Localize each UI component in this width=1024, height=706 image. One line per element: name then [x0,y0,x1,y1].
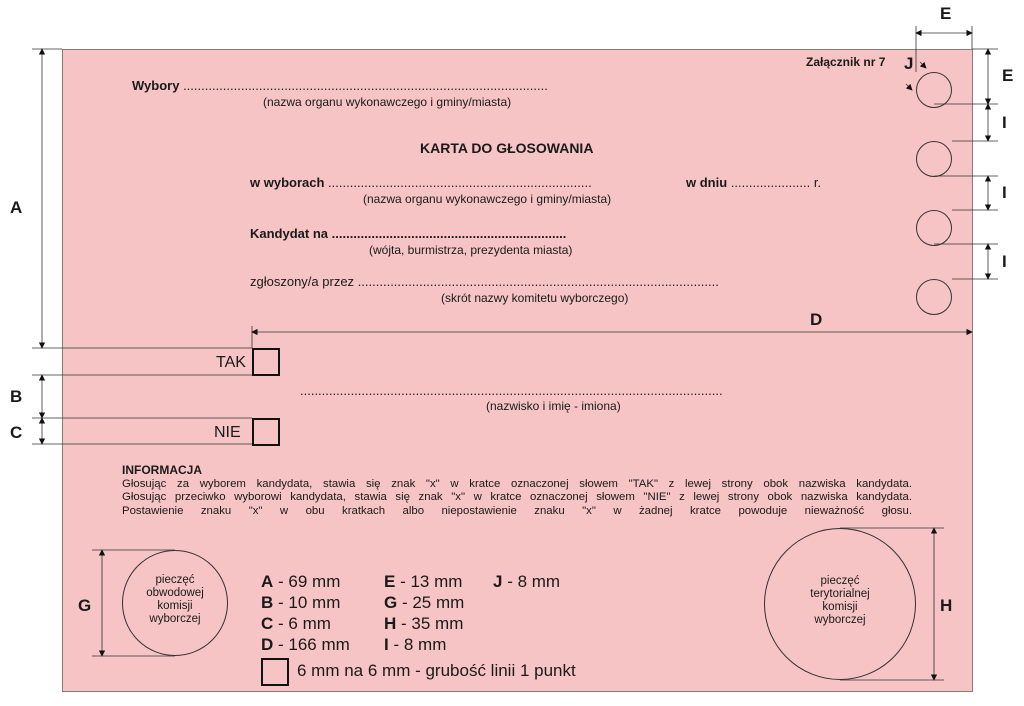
legend-item: E - 13 mm [384,572,463,591]
name-dots: ..................................................................................................................... [300,383,723,398]
date-label: w dniu [686,175,728,190]
dimension-label-i: I [1002,113,1007,132]
legend-item: C - 6 mm [261,614,331,633]
legend-item: G - 25 mm [384,593,465,612]
election-dots: ..................................................................................................... [183,78,548,93]
legend-item: D - 166 mm [261,635,350,654]
dimension-label-j: J [904,54,914,73]
information-line-3: Postawienie znaku "x" w obu kratkach albo niepostawienie znaku "x" w żadnej kratce powoduje nieważność głosu. [122,504,912,517]
dimension-label-h: H [940,596,953,615]
legend-item: J - 8 mm [493,572,561,591]
information-heading: INFORMACJA [122,463,202,477]
seal-right-line: komisji [822,601,858,613]
legend-box-note: 6 mm na 6 mm - grubość linii 1 punkt [297,661,576,680]
seal-right-line: pieczęć [820,575,860,587]
elections-hint: (nazwa organu wykonawczego i gminy/miasta) [363,192,612,206]
date-suffix: r. [813,175,822,190]
elections-label: w wyborach [250,175,325,190]
nominated-label: zgłoszony/a przez [250,274,355,289]
dimension-label-i: I [1002,252,1007,271]
nominated-dots: .................................................................................................... [357,274,719,289]
candidate-hint: (wójta, burmistrza, prezydenta miasta) [369,243,573,257]
seal-left-line: komisji [157,600,193,612]
legend-item: H - 35 mm [384,614,464,633]
yes-label: TAK [216,354,246,371]
election-hint: (nazwa organu wykonawczego i gminy/miasta) [263,95,512,109]
seal-left-line: obwodowej [146,587,204,599]
seal-right-line: terytorialnej [810,588,870,600]
legend-item: I - 8 mm [384,635,447,654]
elections-dots: ......................................................................... [328,175,592,190]
information-line-1: Głosując za wyborem kandydata, stawia się znak "x" w kratce oznaczonej słowem "TAK" z lewej strony obok nazwiska kandydata. [122,477,912,490]
seal-left-line: pieczęć [155,574,195,586]
candidate-label: Kandydat na [250,226,329,241]
dimension-label-d: D [810,310,823,329]
seal-left-line: wyborczej [149,613,201,625]
dimension-label-e-side: E [1002,66,1014,85]
ballot-title: KARTA DO GŁOSOWANIA [420,140,594,156]
dimension-label-c: C [10,423,23,442]
dimension-label-b: B [10,387,23,406]
seal-right-line: wyborczej [814,614,866,626]
dimension-label-g: G [78,596,92,615]
legend-item: B - 10 mm [261,593,341,612]
election-label: Wybory [132,78,180,93]
dimension-label-a: A [10,198,23,217]
attachment-label: Załącznik nr 7 [806,55,886,69]
dimension-label-i: I [1002,183,1007,202]
nominated-hint: (skrót nazwy komitetu wyborczego) [441,291,629,305]
information-line-2: Głosując przeciwko wyborowi kandydata, stawia się znak "x" w kratce oznaczonej słowem "NIE" z lewej strony obok nazwiska kandydata. [122,491,912,504]
name-hint: (nazwisko i imię - imiona) [486,399,621,413]
date-dots: ...................... [730,175,811,190]
candidate-dots: ................................................................. [331,226,567,241]
legend-item: A - 69 mm [261,572,341,591]
dimension-label-e-top: E [940,4,952,23]
no-label: NIE [214,424,241,441]
